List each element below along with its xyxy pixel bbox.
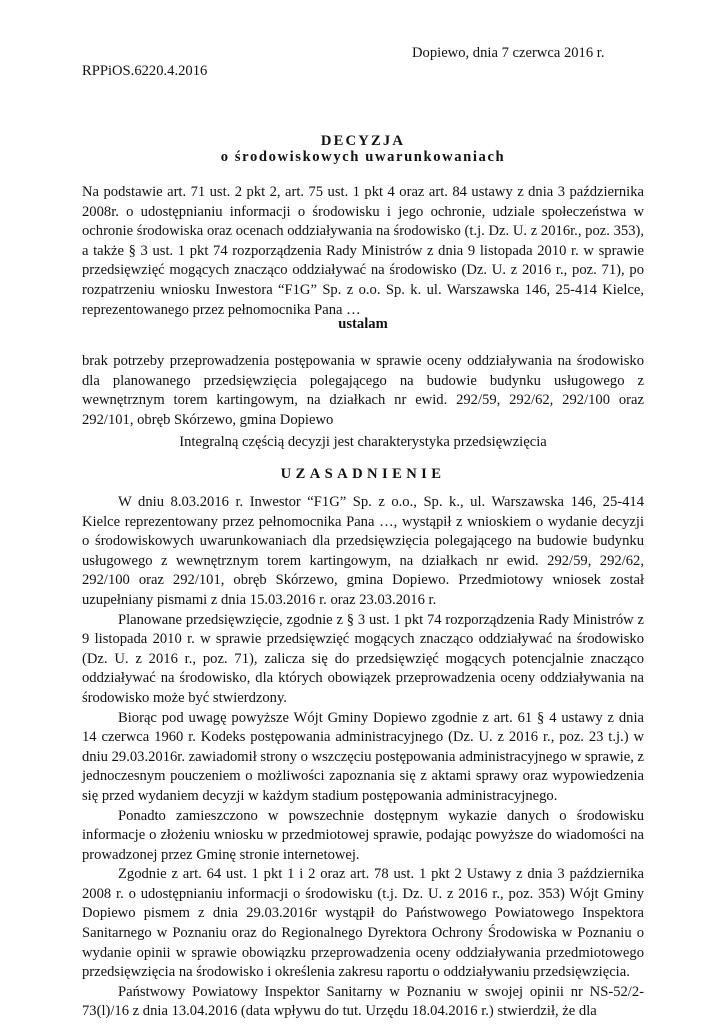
justification-heading: UZASADNIENIE [280,466,446,482]
basis-paragraph: Na podstawie art. 71 ust. 2 pkt 2, art. 75 ust. 1 pkt 4 oraz art. 84 ustawy z dnia 3 października 2008r. o udostępnianiu informacji o środowisku i jego ochronie, udziale społeczeństwa w ochronie środowiska oraz ocenach oddziaływania na środowisko (t.j. Dz. U. z 2016r., poz. 353), a także § 3 ust. 1 pkt 74 rozporządzenia Rady Ministrów z dnia 9 listopada 2010 r. w sprawie przedsięwzięć mogących znacząco oddziaływać na środowisko (Dz. U. z 2016 r., poz. 71), po rozpatrzeniu wniosku Inwestora “F1G” Sp. z o.o. Sp. k. ul. Warszawska 146, 25-414 Kielce, reprezentowanego przez pełnomocnika Pana … [82,184,644,318]
justification-paragraph: W dniu 8.03.2016 r. Inwestor “F1G” Sp. z o.o., Sp. k., ul. Warszawska 146, 25-414 Kielce reprezentowany przez pełnomocnika Pana …, wystąpił z wnioskiem o wydanie decyzji o środowiskowych uwarunkowaniach dla przedsięwzięcia polegającego na budowie budynku usługowego z wewnętrznym torem kartingowym, na działkach nr ewid. 292/59, 292/62, 292/100 oraz 292/101, obręb Skórzewo, gmina Dopiewo. Przedmiotowy wniosek został uzupełniany pismami z dnia 15.03.2016 r. oraz 23.03.2016 r. [82,494,644,608]
justification-paragraph: Państwowy Powiatowy Inspektor Sanitarny w Poznaniu w swojej opinii nr NS-52/2-73(l)/16 z dnia 13.04.2016 (data wpływu do tut. Urzędu 18.04.2016 r.) stwierdził, że dla [82,983,644,1020]
integral-note: Integralną częścią decyzji jest charakterystyka przedsięwzięcia [179,434,547,450]
justification-paragraph: Planowane przedsięwzięcie, zgodnie z § 3 ust. 1 pkt 74 rozporządzenia Rady Ministrów z 9 listopada 2010 r. w sprawie przedsięwzięć mogących znacząco oddziaływać na środowisko (Dz. U. z 2016 r., poz. 71), zalicza się do przedsięwzięć mogących potencjalnie znacząco oddziaływać na środowisko, dla których obowiązek przeprowadzenia oceny oddziaływania na środowisko może być stwierdzony. [82,611,644,706]
justification-paragraph: Ponadto zamieszczono w powszechnie dostępnym wykazie danych o środowisku informacje o złożeniu wniosku w przedmiotowej sprawie, podając powyższe do wiadomości na prowadzonej przez Gminę stronie internetowej. [82,807,644,863]
justification-paragraph: Biorąc pod uwagę powyższe Wójt Gminy Dopiewo zgodnie z art. 61 § 4 ustawy z dnia 14 czerwca 1960 r. Kodeks postępowania administracyjnego (Dz. U. z 2016 r., poz. 23 t.j.) w dniu 29.03.2016r. zawiadomił strony o wszczęciu postępowania administracyjnego w sprawie, z jednoczesnym pouczeniem o możliwości zapoznania się z aktami sprawy oraz wypowiedzenia się przed wydaniem decyzji w każdym stadium postępowania administracyjnego. [82,709,644,804]
ustalam-heading: ustalam [338,316,388,332]
place-date: Dopiewo, dnia 7 czerwca 2016 r. [412,45,605,61]
decision-paragraph: brak potrzeby przeprowadzenia postępowania w sprawie oceny oddziaływania na środowisko dla planowanego przedsięwzięcia polegającego na budowie budynku usługowego z wewnętrznym torem kartingowym, na działkach nr ewid. 292/59, 292/62, 292/100 oraz 292/101, obręb Skórzewo, gmina Dopiewo [82,353,644,428]
reference-number: RPPiOS.6220.4.2016 [82,63,208,79]
justification-body [82,493,644,1022]
document-subtitle: o środowiskowych uwarunkowaniach [220,149,506,165]
document-title: DECYZJA [320,133,406,149]
justification-paragraph: Zgodnie z art. 64 ust. 1 pkt 1 i 2 oraz art. 78 ust. 1 pkt 2 Ustawy z dnia 3 października 2008 r. o udostępnianiu informacji o środowisku (t.j. Dz. U. z 2016 r., poz. 353) Wójt Gminy Dopiewo pismem z dnia 29.03.2016r wystąpił do Państwowego Powiatowego Inspektora Sanitarnego w Poznaniu oraz do Regionalnego Dyrektora Ochrony Środowiska w Poznaniu o wydanie opinii w sprawie obowiązku przeprowadzenia oceny oddziaływania przedmiotowego przedsięwzięcia na środowisko i określenia zakresu raportu o oddziaływaniu przedsięwzięcia. [82,866,644,981]
